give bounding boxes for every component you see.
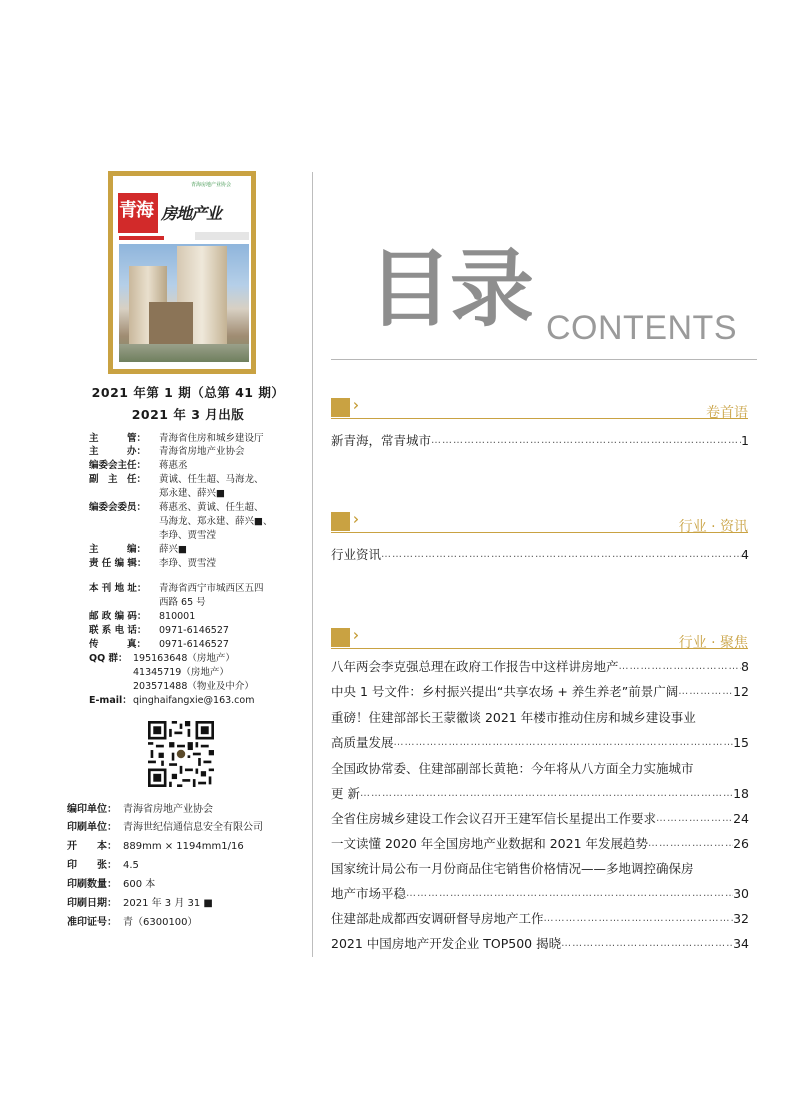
masthead-key: 编委会主任： — [89, 460, 147, 471]
printing-key: 印刷单位： — [67, 822, 117, 833]
toc-entry[interactable] — [331, 733, 749, 752]
printing-key: 开 本： — [67, 841, 117, 852]
masthead-value: 蒋惠丞、黄诚、任生超、 — [159, 502, 264, 513]
masthead-value: 李琤、贾雪滢 — [159, 558, 217, 569]
toc-page-number: 26 — [733, 836, 749, 851]
toc-page-number: 4 — [741, 547, 749, 562]
toc-leader — [648, 834, 733, 853]
section-header — [331, 512, 748, 534]
toc-leader — [394, 733, 734, 752]
toc-page-number: 34 — [733, 936, 749, 951]
toc-page-number: 12 — [733, 684, 749, 699]
cover-top-text: 青海房地产业协会 — [191, 182, 232, 188]
masthead-row — [89, 460, 188, 473]
toc-entry-title: 行业资讯 — [331, 547, 382, 562]
printing-row — [67, 916, 198, 929]
cover-logo-text: 青海 — [119, 200, 153, 221]
contact-row — [89, 695, 254, 708]
toc-leader — [561, 934, 733, 953]
cover-lawn — [119, 344, 249, 362]
contact-key: 传 真： — [89, 639, 147, 650]
toc-entry-title[interactable]: 全国政协常委、住建部副部长黄艳：今年将从八方面全力实施城市 — [331, 761, 694, 776]
contact-value-cont: 西路 65 号 — [159, 597, 206, 608]
contact-value: 青海省西宁市城西区五四 — [159, 583, 264, 594]
printing-row — [67, 897, 213, 910]
cover-title: 房地产业 — [161, 204, 222, 223]
contact-value: 0971-6146527 — [159, 639, 229, 650]
printing-row — [67, 821, 263, 834]
toc-page-number: 1 — [741, 433, 749, 448]
toc-entry-title: 一文读懂 2020 年全国房地产业数据和 2021 年发展趋势 — [331, 836, 649, 851]
cover-photo — [119, 244, 249, 362]
cover-building — [149, 302, 193, 344]
contact-value: 195163648（房地产） — [133, 653, 235, 664]
publish-date: 2021 年 3 月出版 — [131, 407, 245, 422]
cover-thumbnail — [108, 171, 256, 374]
toc-leader — [678, 682, 733, 701]
toc-entry-title[interactable]: 重磅！住建部部长王蒙徽谈 2021 年楼市推动住房和城乡建设事业 — [331, 710, 696, 725]
toc-page-number: 18 — [733, 786, 749, 801]
masthead-row — [89, 433, 264, 446]
column-divider — [312, 172, 313, 957]
masthead-value-cont: 马海龙、郑永建、薛兴■、 — [159, 516, 273, 527]
masthead-key: 责 任 编 辑： — [89, 558, 147, 569]
masthead-row — [89, 446, 245, 459]
printing-value: 青（6300100） — [123, 917, 198, 928]
printing-key: 印刷数量： — [67, 879, 117, 890]
toc-heading-cn: 目录 — [368, 240, 533, 338]
toc-entry-title-cont: 高质量发展 — [331, 735, 394, 750]
toc-leader — [619, 657, 742, 676]
printing-value: 4.5 — [123, 860, 139, 871]
toc-leader — [406, 884, 733, 903]
masthead-key: 主 办： — [89, 446, 147, 457]
contact-key: E-mail： — [89, 695, 132, 706]
issue-number: 2021 年第 1 期（总第 41 期） — [91, 385, 285, 400]
toc-entry[interactable] — [331, 545, 749, 564]
toc-entry[interactable] — [331, 809, 749, 828]
section-title: 卷首语 — [706, 405, 748, 421]
toc-page-number: 24 — [733, 811, 749, 826]
printing-value: 889mm × 1194mm1/16 — [123, 841, 244, 852]
masthead-value-cont: 李琤、贾雪滢 — [159, 530, 217, 541]
contact-value: 810001 — [159, 611, 196, 622]
toc-leader — [656, 809, 733, 828]
printing-value: 2021 年 3 月 31 ■ — [123, 898, 213, 909]
toc-leader — [544, 909, 734, 928]
toc-entry-title: 八年两会李克强总理在政府工作报告中这样讲房地产 — [331, 659, 619, 674]
toc-page-number: 8 — [741, 659, 749, 674]
contact-value: 0971-6146527 — [159, 625, 229, 636]
toc-entry-title[interactable]: 国家统计局公布一月份商品住宅销售价格情况——多地调控确保房 — [331, 861, 694, 876]
masthead-key: 主 管： — [89, 433, 147, 444]
qr-code[interactable] — [148, 721, 214, 787]
contact-key: 邮 政 编 码： — [89, 611, 147, 622]
section-header — [331, 398, 748, 420]
masthead-key: 副 主 任： — [89, 474, 147, 485]
section-rule — [331, 418, 748, 419]
masthead-value: 薛兴■ — [159, 544, 187, 555]
masthead-value: 蒋惠丞 — [159, 460, 188, 471]
toc-page-number: 15 — [733, 735, 749, 750]
printing-row — [67, 803, 213, 816]
masthead-key: 编委会委员： — [89, 502, 147, 513]
masthead-row — [89, 474, 264, 487]
printing-row — [67, 859, 139, 872]
printing-value: 青海世纪信通信息安全有限公司 — [123, 822, 263, 833]
contact-value-cont: 41345719（房地产） — [133, 667, 229, 678]
contact-value: qinghaifangxie@163.com — [133, 695, 255, 706]
printing-value: 600 本 — [123, 879, 156, 890]
toc-leader — [381, 545, 741, 564]
toc-page-number: 32 — [733, 911, 749, 926]
printing-key: 准印证号： — [67, 917, 117, 928]
section-title: 行业 · 聚焦 — [678, 635, 748, 651]
contact-key: 联 系 电 话： — [89, 625, 147, 636]
toc-entry[interactable] — [331, 682, 749, 701]
contact-row — [89, 625, 229, 638]
section-square-icon — [331, 398, 350, 417]
toc-heading-en: CONTENTS — [546, 309, 737, 347]
masthead-row — [89, 544, 187, 557]
printing-key: 编印单位： — [67, 804, 117, 815]
printing-row — [67, 840, 244, 853]
printing-key: 印刷日期： — [67, 898, 117, 909]
contact-row — [89, 639, 229, 652]
printing-key: 印 张： — [67, 860, 117, 871]
toc-entry[interactable] — [331, 909, 749, 928]
toc-page-number: 30 — [733, 886, 749, 901]
masthead-value: 黄诚、任生超、马海龙、 — [159, 474, 264, 485]
toc-entry-title: 中央 1 号文件：乡村振兴提出“共享农场 + 养生养老”前景广阔 — [331, 684, 679, 699]
masthead-value: 青海省住房和城乡建设厅 — [159, 433, 264, 444]
section-square-icon — [331, 628, 350, 647]
toc-entry[interactable] — [331, 884, 749, 903]
printing-value: 青海省房地产业协会 — [123, 804, 213, 815]
toc-entry-title: 新青海，常青城市 — [331, 433, 432, 448]
toc-entry[interactable] — [331, 934, 749, 953]
toc-entry[interactable] — [331, 657, 749, 676]
section-title: 行业 · 资讯 — [678, 519, 748, 535]
masthead-value: 青海省房地产业协会 — [159, 446, 245, 457]
toc-entry-title-cont: 更 新 — [331, 786, 360, 801]
toc-entry-title: 全省住房城乡建设工作会议召开王建军信长星提出工作要求 — [331, 811, 657, 826]
toc-entry-title: 住建部赴成都西安调研督导房地产工作 — [331, 911, 544, 926]
cover-red-strip — [119, 236, 164, 240]
contact-row — [89, 583, 264, 596]
masthead-row — [89, 502, 264, 515]
contact-key: 本 刊 地 址： — [89, 583, 147, 594]
masthead-row — [89, 558, 216, 571]
section-header — [331, 628, 748, 650]
toc-entry-title-cont: 地产市场平稳 — [331, 886, 407, 901]
masthead-key: 主 编： — [89, 544, 147, 555]
toc-leader — [431, 431, 741, 450]
heading-rule — [331, 359, 757, 360]
toc-entry-title: 2021 中国房地产开发企业 TOP500 揭晓 — [331, 936, 562, 951]
toc-entry[interactable] — [331, 431, 749, 450]
toc-leader — [360, 784, 733, 803]
cover-inner — [113, 176, 251, 369]
cover-issue-badge — [195, 232, 249, 240]
masthead-value-cont: 郑永建、薛兴■ — [159, 488, 225, 499]
section-square-icon — [331, 512, 350, 531]
toc-entry[interactable] — [331, 834, 749, 853]
toc-entry[interactable] — [331, 784, 749, 803]
printing-row — [67, 878, 155, 891]
contact-row — [89, 653, 235, 666]
contact-row — [89, 611, 195, 624]
contact-value-cont: 203571488（物业及中介） — [133, 681, 254, 692]
contact-key: QQ 群： — [89, 653, 128, 664]
